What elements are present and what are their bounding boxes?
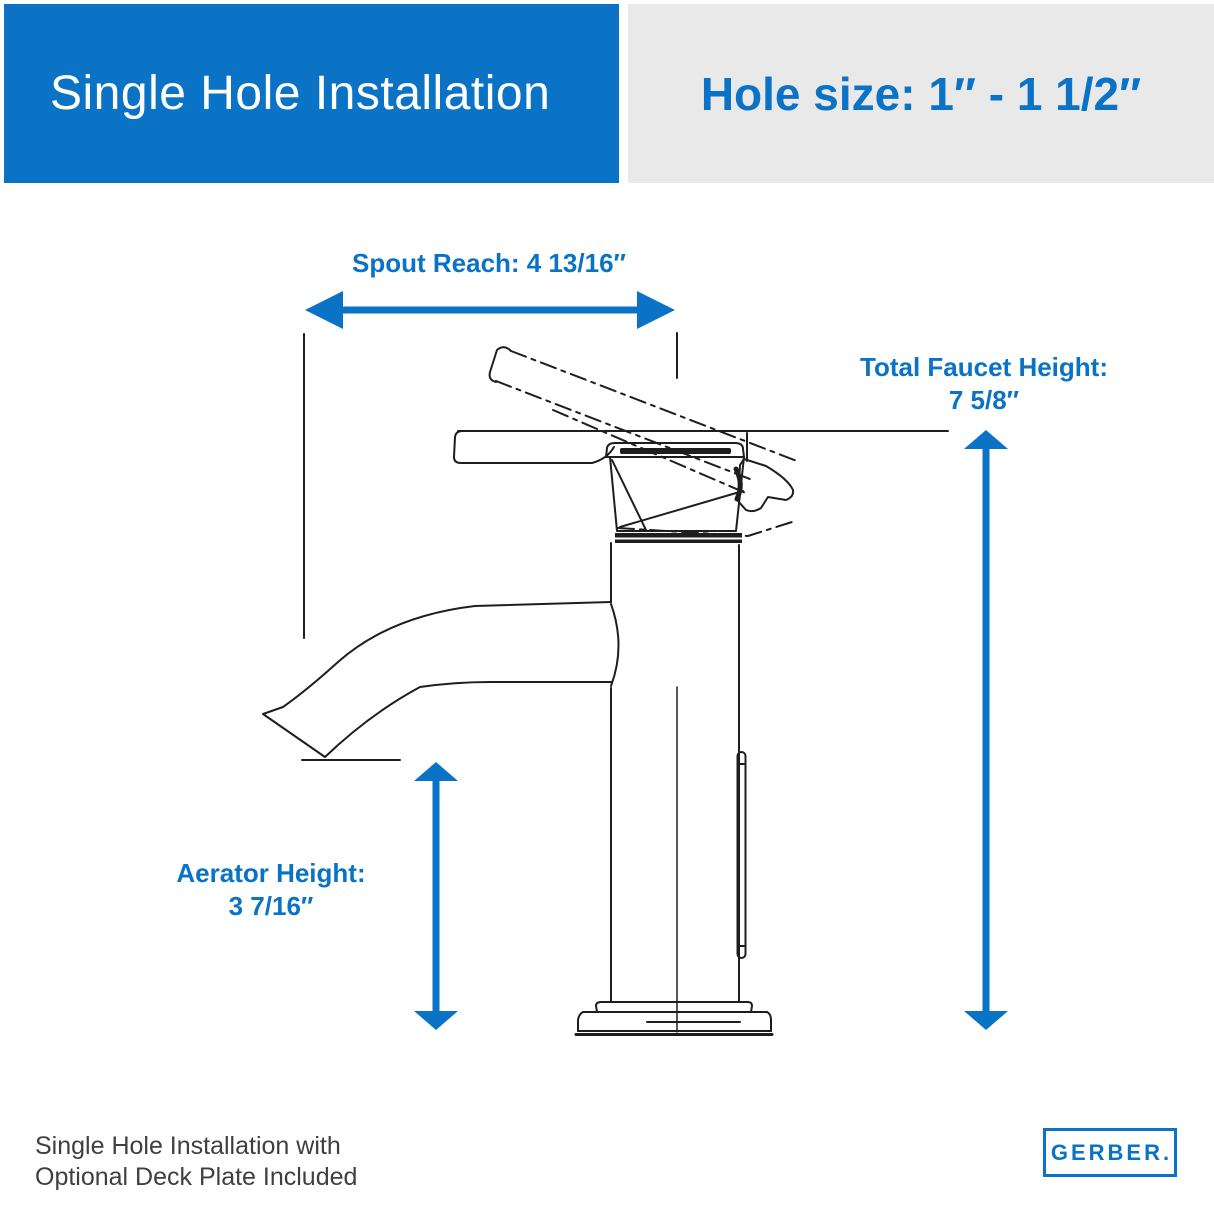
total-height-line2: 7 5/8″	[948, 385, 1020, 415]
phantom-line-upper	[511, 351, 797, 461]
aerator-height-label	[111, 857, 431, 923]
base-plinth	[596, 1002, 752, 1012]
hub-shadow-arc	[736, 469, 740, 499]
lever-tip-cap	[490, 347, 511, 382]
plate-left-shoulder	[578, 1012, 583, 1031]
total-height-head-bottom	[964, 1011, 1008, 1030]
spout-reach-head-right	[637, 291, 675, 329]
caption-line1: Single Hole Installation with	[35, 1132, 341, 1160]
aerator-head-top	[414, 762, 458, 781]
gerber-logo	[1043, 1128, 1177, 1177]
plate-right-shoulder	[767, 1012, 771, 1031]
total-height-line1: Total Faucet Height:	[860, 352, 1108, 382]
gerber-logo-text: GERBER.	[1050, 1139, 1173, 1165]
spout	[263, 602, 611, 757]
spout-reach-label: Spout Reach: 4 13/16″	[352, 248, 626, 278]
deck-plate	[576, 1002, 772, 1035]
total-height-arrow	[964, 430, 1008, 1030]
spout-fairing	[611, 604, 619, 686]
lever-raised-phantom	[490, 347, 797, 536]
extension-lines	[302, 333, 948, 1032]
body-edge-diagonal	[620, 491, 743, 527]
aerator-height-line1: Aerator Height:	[176, 858, 366, 888]
faucet-column	[611, 543, 739, 1002]
hole-size-label: Hole size: 1″ - 1 1/2″	[700, 67, 1142, 120]
handle-hub	[738, 459, 793, 511]
faucet-lever	[454, 431, 614, 463]
faucet-drawing	[263, 347, 797, 1034]
aerator-height-line2: 3 7/16″	[228, 891, 314, 921]
cartridge-body	[610, 457, 744, 531]
page-title: Single Hole Installation	[50, 67, 551, 120]
spout-reach-head-left	[305, 291, 343, 329]
cap-seam	[620, 448, 731, 454]
footer-caption	[35, 1131, 357, 1193]
aerator-head-bottom	[414, 1011, 458, 1030]
spout-reach-arrow	[305, 291, 675, 329]
total-faucet-height-label	[814, 351, 1154, 417]
total-height-shaft	[983, 445, 990, 1015]
body-edge-left	[612, 460, 646, 530]
caption-line2: Optional Deck Plate Included	[35, 1163, 358, 1191]
aerator-shaft	[433, 777, 440, 1015]
spout-reach-shaft	[340, 307, 640, 314]
total-height-head-top	[964, 430, 1008, 449]
